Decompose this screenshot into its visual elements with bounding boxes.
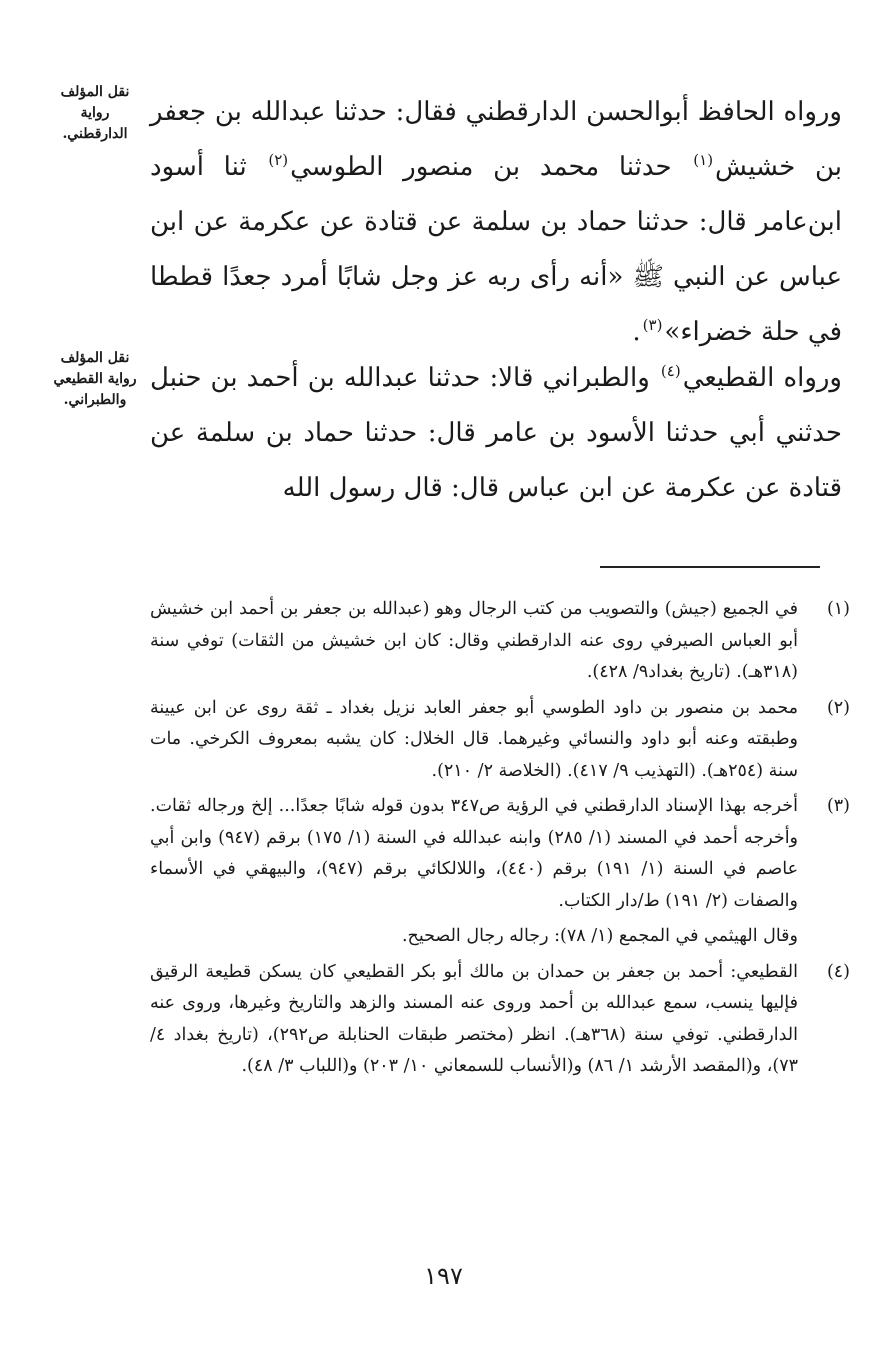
paragraph-text: ثنا أسود ابن‌عامر قال: حدثنا حماد بن سلمة عن قتادة عن عكرمة عن ابن عباس عن النبي ﷺ «أنه رأى ربه عز وجل شابًا أمرد جعدًا قططا في حلة خضراء» xyxy=(150,152,842,347)
footnote-text: محمد بن منصور بن داود الطوسي أبو جعفر العابد نزيل بغداد ـ ثقة روى عن ابن عيينة وطبقته وعنه أبو داود والنسائي وغيرهما. قال الخلال: كان يشبه بمعروف الكرخي. مات سنة (٢٥٤هـ). (التهذيب ٩/ ٤١٧). (الخلاصة ٢/ ٢١٠). xyxy=(150,697,798,781)
footnotes xyxy=(150,594,850,1087)
margin-note-daraqutni xyxy=(50,82,140,145)
margin-note-line: نقل المؤلف xyxy=(60,84,130,100)
footnote-number: (٤) xyxy=(826,961,850,982)
body-paragraph xyxy=(150,351,842,516)
paragraph-text: ورواه الحافظ أبوالحسن الدارقطني فقال: حدثنا عبدالله بن جعفر بن خشيش xyxy=(150,97,842,182)
footnote-item xyxy=(150,791,850,917)
body-paragraph xyxy=(150,85,842,360)
footnote-text: القطيعي: أحمد بن جعفر بن حمدان بن مالك أبو بكر القطيعي كان يسكن قطيعة الرقيق فإليها ينسب، سمع عبدالله بن أحمد وروى عنه المسند والزهد والتاريخ وغيرها، وروى عنه الدارقطني. توفي سنة (٣٦٨هـ). انظر (مختصر طبقات الحنابلة ص٢٩٢)، (تاريخ بغداد ٤/ ٧٣)، و(المقصد الأرشد ١/ ٨٦) و(الأنساب للسمعاني ١٠/ ٢٠٣) و(اللباب ٣/ ٤٨). xyxy=(150,961,798,1076)
footnote-number: (١) xyxy=(826,599,850,619)
footnote-item xyxy=(150,594,850,689)
footnote-marker[interactable]: (٣) xyxy=(642,316,663,335)
footnote-marker[interactable]: (٢) xyxy=(268,151,289,170)
margin-note-qatii-tabarani xyxy=(50,348,140,411)
footnote-continuation: وقال الهيثمي في المجمع (١/ ٧٨): رجاله رجال الصحيح. xyxy=(401,926,798,946)
margin-note-line: نقل المؤلف xyxy=(60,350,130,366)
paragraph-text: . xyxy=(632,317,641,347)
margin-note-line: الدارقطني. xyxy=(62,126,128,142)
paragraph-text: ورواه القطيعي xyxy=(682,363,842,393)
paragraph-text: حدثنا محمد بن منصور الطوسي xyxy=(290,152,692,182)
footnote-item xyxy=(150,957,850,1083)
margin-note-line: رواية xyxy=(80,105,110,121)
footnote-marker[interactable]: (٤) xyxy=(660,362,681,381)
footnote-number: (٣) xyxy=(826,796,850,816)
footnote-number: (٢) xyxy=(826,697,850,718)
footnote-marker[interactable]: (١) xyxy=(693,151,714,170)
footnote-separator xyxy=(600,566,820,568)
footnote-text: أخرجه بهذا الإسناد الدارقطني في الرؤية ص٣٤٧ بدون قوله شابًا جعدًا... إلخ ورجاله ثقات. وأخرجه أحمد في المسند (١/ ٢٨٥) وابنه عبدالله في السنة (١/ ١٧٥) برقم (٩٤٧) وابن أبي عاصم في السنة (١/ ١٩١) برقم (٤٤٠)، واللالكائي برقم (٩٤٧)، والبيهقي في الأسماء والصفات (٢/ ١٩١) ط/دار الكتاب. xyxy=(150,796,799,911)
footnote-item xyxy=(150,693,850,788)
footnote-text: في الجميع (جيش) والتصويب من كتب الرجال وهو (عبدالله بن جعفر بن أحمد ابن خشيش أبو العباس الصيرفي روى عنه الدارقطني وقال: كان ابن خشيش من الثقات) توفي سنة (٣١٨هـ). (تاريخ بغداد٩/ ٤٢٨). xyxy=(150,599,798,682)
margin-note-line: والطبراني. xyxy=(63,392,127,408)
page-number: ١٩٧ xyxy=(424,1262,463,1290)
margin-note-line: رواية القطيعي xyxy=(53,371,137,387)
paragraph-text: والطبراني قالا: حدثنا عبدالله بن أحمد بن حنبل حدثني أبي حدثنا الأسود بن عامر قال: حدثنا حماد بن سلمة عن قتادة عن عكرمة عن ابن عباس قال: قال رسول الله xyxy=(150,363,842,503)
